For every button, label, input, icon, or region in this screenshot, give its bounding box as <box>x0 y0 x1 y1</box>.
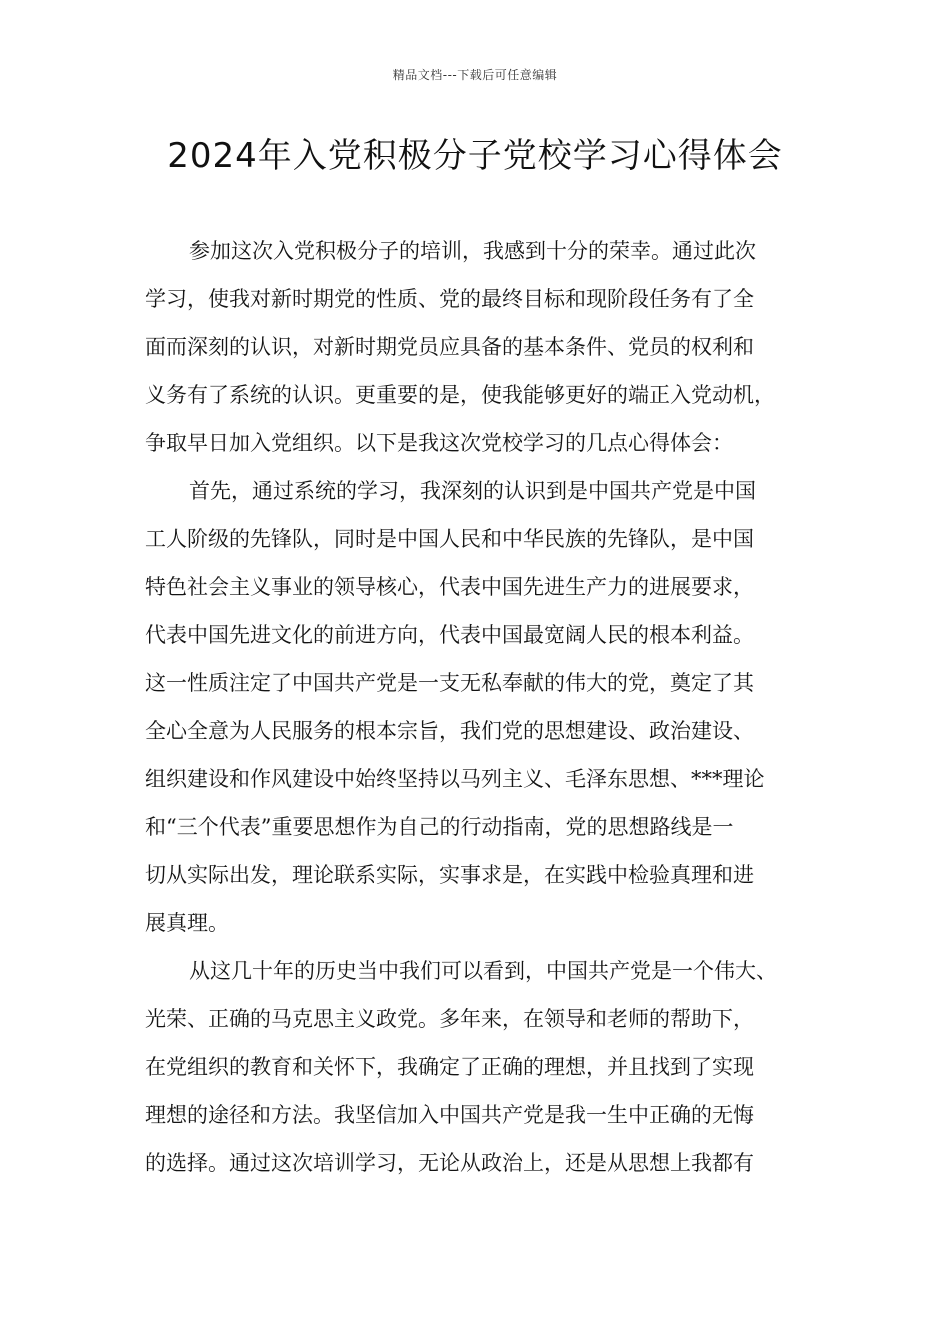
body-line: 学习，使我对新时期党的性质、党的最终目标和现阶段任务有了全 <box>145 287 754 311</box>
body-line: 义务有了系统的认识。更重要的是，使我能够更好的端正入党动机， <box>145 383 775 407</box>
body-line: 首先，通过系统的学习，我深刻的认识到是中国共产党是中国 <box>189 479 756 503</box>
body-line: 特色社会主义事业的领导核心，代表中国先进生产力的进展要求， <box>145 575 754 599</box>
body-line: 切从实际出发，理论联系实际，实事求是，在实践中检验真理和进 <box>145 863 754 887</box>
header-note: 精品文档---下载后可任意编辑 <box>392 68 558 82</box>
body-line: 工人阶级的先锋队，同时是中国人民和中华民族的先锋队，是中国 <box>145 527 754 551</box>
body-line: 全心全意为人民服务的根本宗旨，我们党的思想建设、政治建设、 <box>145 719 754 743</box>
body-line: 这一性质注定了中国共产党是一支无私奉献的伟大的党，奠定了其 <box>145 671 754 695</box>
body-line: 在党组织的教育和关怀下，我确定了正确的理想，并且找到了实现 <box>145 1055 754 1079</box>
body-line: 的选择。通过这次培训学习，无论从政治上，还是从思想上我都有 <box>145 1151 754 1175</box>
document-title: 2024年入党积极分子党校学习心得体会 <box>167 136 783 176</box>
body-line: 理想的途径和方法。我坚信加入中国共产党是我一生中正确的无悔 <box>145 1103 754 1127</box>
body-line: 组织建设和作风建设中始终坚持以马列主义、毛泽东思想、***理论 <box>145 767 765 791</box>
body-line: 从这几十年的历史当中我们可以看到，中国共产党是一个伟大、 <box>189 959 777 983</box>
body-line: 面而深刻的认识，对新时期党员应具备的基本条件、党员的权利和 <box>145 335 754 359</box>
body-line: 展真理。 <box>145 911 229 935</box>
body-line: 参加这次入党积极分子的培训，我感到十分的荣幸。通过此次 <box>189 239 756 263</box>
body-line: 争取早日加入党组织。以下是我这次党校学习的几点心得体会： <box>145 431 733 455</box>
document-body <box>145 227 835 1187</box>
body-line: 和“三个代表”重要思想作为自己的行动指南，党的思想路线是一 <box>145 815 734 839</box>
body-line: 代表中国先进文化的前进方向，代表中国最宽阔人民的根本利益。 <box>145 623 754 647</box>
body-line: 光荣、正确的马克思主义政党。多年来，在领导和老师的帮助下， <box>145 1007 754 1031</box>
